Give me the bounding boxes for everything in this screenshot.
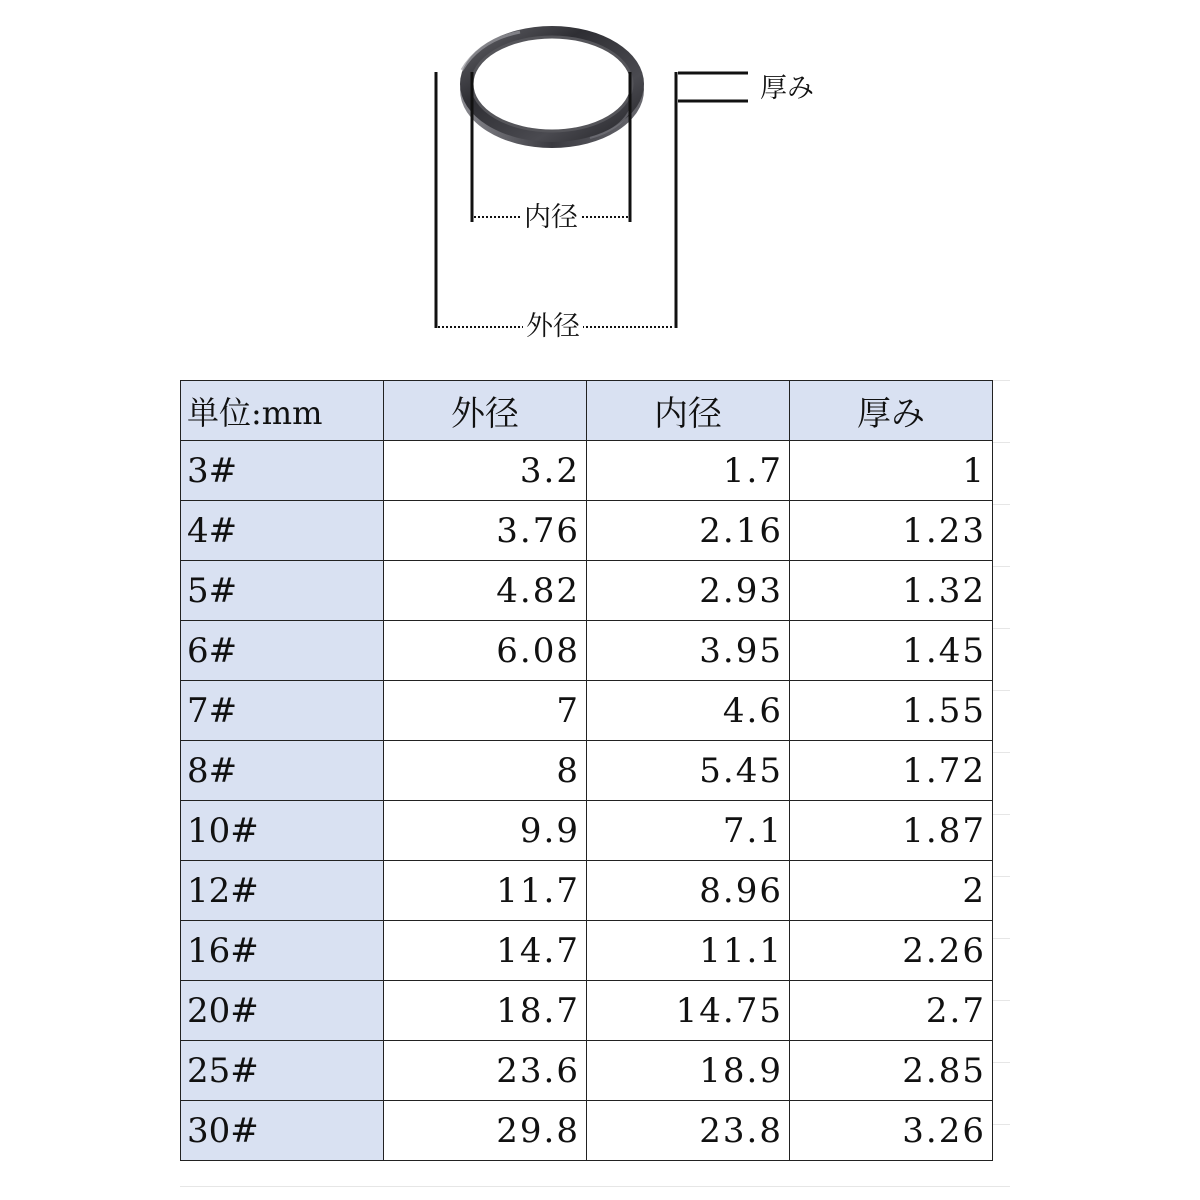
header-unit: 単位:mm xyxy=(181,381,384,441)
header-outer-diameter: 外径 xyxy=(384,381,587,441)
outer-diameter-cell: 3.2 xyxy=(384,441,587,501)
header-thickness: 厚み xyxy=(790,381,993,441)
table-header-row xyxy=(181,381,993,441)
sheet-gridline xyxy=(992,380,1010,381)
thickness-cell: 1.23 xyxy=(790,501,993,561)
size-cell: 16# xyxy=(181,921,384,981)
sheet-gridline xyxy=(992,1062,1010,1063)
thickness-cell: 1 xyxy=(790,441,993,501)
size-cell: 20# xyxy=(181,981,384,1041)
thickness-cell: 2.26 xyxy=(790,921,993,981)
sheet-gridline xyxy=(992,690,1010,691)
outer-diameter-cell: 7 xyxy=(384,681,587,741)
thickness-cell: 3.26 xyxy=(790,1101,993,1161)
thickness-cell: 2 xyxy=(790,861,993,921)
table-row xyxy=(181,561,993,621)
inner-diameter-cell: 23.8 xyxy=(587,1101,790,1161)
inner-diameter-cell: 8.96 xyxy=(587,861,790,921)
table-row xyxy=(181,921,993,981)
ring-image xyxy=(460,26,644,148)
inner-diameter-cell: 7.1 xyxy=(587,801,790,861)
sheet-gridline xyxy=(992,1000,1010,1001)
inner-diameter-cell: 11.1 xyxy=(587,921,790,981)
thickness-cell: 2.85 xyxy=(790,1041,993,1101)
table-row xyxy=(181,621,993,681)
outer-diameter-cell: 23.6 xyxy=(384,1041,587,1101)
table-row xyxy=(181,981,993,1041)
size-cell: 12# xyxy=(181,861,384,921)
size-cell: 7# xyxy=(181,681,384,741)
outer-diameter-label: 外径 xyxy=(523,313,583,340)
size-cell: 5# xyxy=(181,561,384,621)
inner-diameter-cell: 2.93 xyxy=(587,561,790,621)
sheet-gridline xyxy=(992,876,1010,877)
table-row xyxy=(181,861,993,921)
sheet-gridline xyxy=(992,566,1010,567)
thickness-cell: 1.72 xyxy=(790,741,993,801)
outer-diameter-cell: 11.7 xyxy=(384,861,587,921)
thickness-cell: 1.32 xyxy=(790,561,993,621)
table-row xyxy=(181,801,993,861)
table-row xyxy=(181,441,993,501)
outer-diameter-cell: 6.08 xyxy=(384,621,587,681)
sheet-gridline xyxy=(992,752,1010,753)
inner-diameter-cell: 18.9 xyxy=(587,1041,790,1101)
thickness-cell: 1.55 xyxy=(790,681,993,741)
table-row xyxy=(181,501,993,561)
size-cell: 30# xyxy=(181,1101,384,1161)
outer-diameter-cell: 8 xyxy=(384,741,587,801)
thickness-cell: 1.45 xyxy=(790,621,993,681)
outer-diameter-cell: 18.7 xyxy=(384,981,587,1041)
table-row xyxy=(181,681,993,741)
inner-diameter-cell: 4.6 xyxy=(587,681,790,741)
outer-diameter-cell: 29.8 xyxy=(384,1101,587,1161)
inner-diameter-cell: 14.75 xyxy=(587,981,790,1041)
size-cell: 25# xyxy=(181,1041,384,1101)
sheet-gridline xyxy=(992,814,1010,815)
ring-diagram xyxy=(0,0,1200,360)
table-row xyxy=(181,741,993,801)
sheet-gridline xyxy=(992,442,1010,443)
sheet-gridline xyxy=(992,628,1010,629)
sheet-gridline xyxy=(180,1186,1010,1187)
size-cell: 10# xyxy=(181,801,384,861)
size-cell: 6# xyxy=(181,621,384,681)
table-row xyxy=(181,1041,993,1101)
thickness-cell: 1.87 xyxy=(790,801,993,861)
outer-diameter-cell: 9.9 xyxy=(384,801,587,861)
sheet-gridline xyxy=(992,504,1010,505)
size-spec-table xyxy=(180,380,993,1161)
inner-diameter-cell: 5.45 xyxy=(587,741,790,801)
inner-diameter-cell: 1.7 xyxy=(587,441,790,501)
size-cell: 3# xyxy=(181,441,384,501)
thickness-label: 厚み xyxy=(760,73,814,104)
outer-diameter-cell: 14.7 xyxy=(384,921,587,981)
thickness-cell: 2.7 xyxy=(790,981,993,1041)
sheet-gridline xyxy=(992,938,1010,939)
header-inner-diameter: 内径 xyxy=(587,381,790,441)
size-cell: 8# xyxy=(181,741,384,801)
outer-diameter-cell: 3.76 xyxy=(384,501,587,561)
outer-diameter-cell: 4.82 xyxy=(384,561,587,621)
size-cell: 4# xyxy=(181,501,384,561)
inner-diameter-label: 内径 xyxy=(521,204,581,231)
inner-diameter-cell: 2.16 xyxy=(587,501,790,561)
table-row xyxy=(181,1101,993,1161)
sheet-gridline xyxy=(992,1124,1010,1125)
inner-diameter-cell: 3.95 xyxy=(587,621,790,681)
